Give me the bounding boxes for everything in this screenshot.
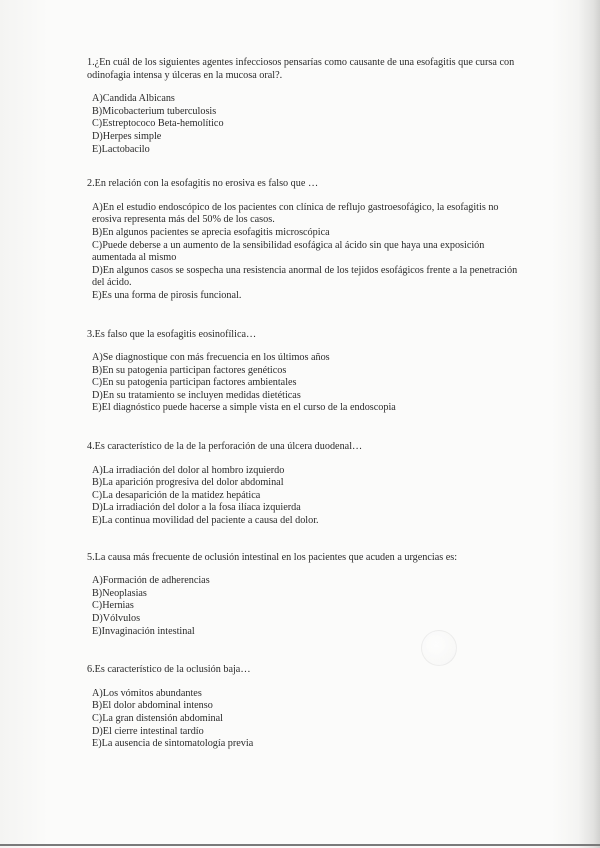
option-a: A)Candida Albicans <box>92 93 175 105</box>
option-c: C)Puede deberse a un aumento de la sensibilidad esofágica al ácido sin que haya una exposición aumentada al mismo <box>92 239 485 264</box>
option-e: E)El diagnóstico puede hacerse a simple vista en el curso de la endoscopia <box>92 402 396 414</box>
option-d: D)La irradiación del dolor a la fosa ilíaca izquierda <box>92 502 301 514</box>
option-c: C)La gran distensión abdominal <box>92 712 223 724</box>
option-b: B)Micobacterium tuberculosis <box>92 105 217 117</box>
option-list <box>87 352 527 415</box>
option-c: C)Estreptococo Beta-hemolítico <box>92 118 224 130</box>
exam-document <box>87 57 527 751</box>
question-stem: 6.Es característico de la oclusión baja… <box>87 664 251 676</box>
option-b: B)El dolor abdominal intenso <box>92 700 213 712</box>
question-1 <box>87 57 527 156</box>
option-d: D)El cierre intestinal tardío <box>92 725 204 737</box>
question-6 <box>87 664 527 751</box>
question-stem: 2.En relación con la esofagitis no erosiva es falso que … <box>87 178 319 190</box>
option-b: B)En algunos pacientes se aprecia esofagitis microscópica <box>92 226 330 238</box>
option-list <box>87 465 527 528</box>
option-c: C)En su patogenia participan factores ambientales <box>92 377 297 389</box>
question-5 <box>87 552 527 639</box>
option-e: E)Invaginación intestinal <box>92 625 195 637</box>
option-a: A)En el estudio endoscópico de los pacientes con clínica de reflujo gastroesofágico, la esofagitis no erosiva representa más del 50% de los casos. <box>92 201 499 226</box>
option-e: E)La continua movilidad del paciente a causa del dolor. <box>92 515 319 527</box>
option-a: A)Los vómitos abundantes <box>92 687 202 699</box>
question-4 <box>87 441 527 528</box>
option-list <box>87 575 527 638</box>
option-e: E)Es una forma de pirosis funcional. <box>92 289 242 301</box>
option-a: A)Formación de adherencias <box>92 575 210 587</box>
option-list <box>87 202 527 303</box>
option-b: B)Neoplasias <box>92 587 147 599</box>
option-d: D)En algunos casos se sospecha una resistencia anormal de los tejidos esofágicos frente a la penetración del ácido. <box>92 264 518 289</box>
option-b: B)En su patogenia participan factores genéticos <box>92 364 287 376</box>
question-stem: 5.La causa más frecuente de oclusión intestinal en los pacientes que acuden a urgencias es: <box>87 551 458 563</box>
question-2 <box>87 178 527 302</box>
question-stem: 1.¿En cuál de los siguientes agentes infecciosos pensarías como causante de una esofagitis que cursa con odinofagia intensa y úlceras en la mucosa oral?. <box>87 57 515 81</box>
option-e: E)La ausencia de sintomatología previa <box>92 738 254 750</box>
option-d: D)Herpes simple <box>92 130 162 142</box>
option-c: C)Hernias <box>92 600 134 612</box>
option-b: B)La aparición progresiva del dolor abdominal <box>92 477 284 489</box>
option-d: D)En su tratamiento se incluyen medidas dietéticas <box>92 389 301 401</box>
option-list <box>87 688 527 751</box>
option-c: C)La desaparición de la matidez hepática <box>92 489 261 501</box>
option-d: D)Vólvulos <box>92 613 141 624</box>
question-3 <box>87 329 527 416</box>
question-stem: 4.Es característico de la de la perforación de una úlcera duodenal… <box>87 441 363 453</box>
page-bottom-edge <box>0 844 600 846</box>
option-a: A)Se diagnostique con más frecuencia en los últimos años <box>92 352 330 364</box>
option-a: A)La irradiación del dolor al hombro izquierdo <box>92 464 285 476</box>
question-stem: 3.Es falso que la esofagitis eosinofílica… <box>87 328 257 340</box>
page-edge-shadow <box>578 0 600 848</box>
option-list <box>87 93 527 156</box>
option-e: E)Lactobacilo <box>92 143 150 155</box>
